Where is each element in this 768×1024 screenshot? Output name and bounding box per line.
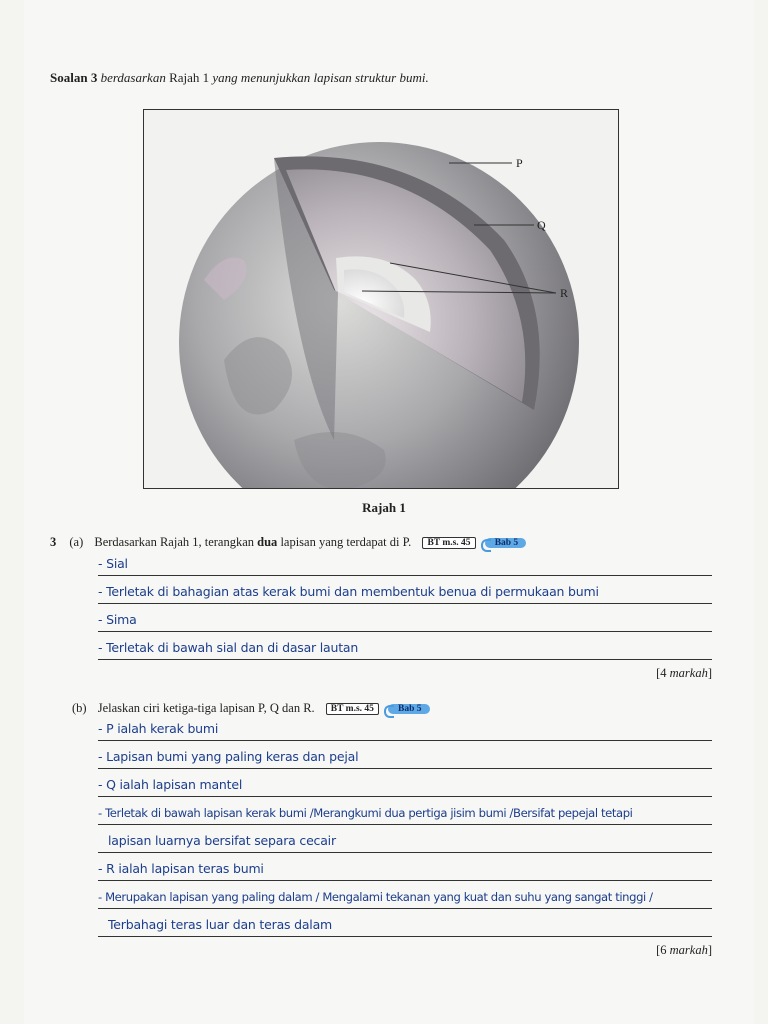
intro-italic-1: berdasarkan bbox=[100, 70, 166, 85]
bab-badge: Bab 5 bbox=[388, 704, 430, 714]
intro-italic-2: yang menunjukkan lapisan struktur bumi. bbox=[212, 70, 429, 85]
answer-line-b4[interactable]: - Terletak di bawah lapisan kerak bumi /Merangkumi dua pertiga jisim bumi /Bersifat pepejal tetapi bbox=[98, 804, 712, 825]
question-b-text: Jelaskan ciri ketiga-tiga lapisan P, Q dan R. bbox=[97, 701, 315, 715]
question-intro bbox=[50, 70, 429, 86]
figure-caption: Rajah 1 bbox=[362, 500, 406, 515]
marks-a-close: ] bbox=[707, 666, 712, 680]
answer-line-b3[interactable]: - Q ialah lapisan mantel bbox=[98, 776, 712, 797]
answer-line-a4[interactable]: - Terletak di bawah sial dan di dasar lautan bbox=[98, 639, 712, 660]
question-a-part: (a) bbox=[69, 535, 84, 549]
answer-line-a3[interactable]: - Sima bbox=[98, 611, 712, 632]
marks-b bbox=[656, 943, 712, 958]
label-r: R bbox=[560, 286, 569, 300]
answer-line-a1[interactable]: - Sial bbox=[98, 555, 712, 576]
label-q: Q bbox=[537, 218, 546, 232]
label-p: P bbox=[516, 156, 523, 170]
intro-rajah: Rajah 1 bbox=[169, 70, 210, 85]
marks-b-word: markah bbox=[669, 943, 708, 957]
marks-a-word: markah bbox=[669, 666, 708, 680]
answer-line-b7[interactable]: - Merupakan lapisan yang paling dalam / Mengalami tekanan yang kuat dan suhu yang sangat tinggi / bbox=[98, 888, 712, 909]
marks-b-num: [6 bbox=[656, 943, 667, 957]
marks-a-num: [4 bbox=[656, 666, 667, 680]
answer-line-b8[interactable]: Terbahagi teras luar dan teras dalam bbox=[98, 916, 712, 937]
answer-line-b5[interactable]: lapisan luarnya bersifat separa cecair bbox=[98, 832, 712, 853]
bt-page-badge: BT m.s. 45 bbox=[422, 537, 475, 549]
question-a-stem bbox=[50, 535, 526, 550]
marks-b-close: ] bbox=[707, 943, 712, 957]
bt-page-badge: BT m.s. 45 bbox=[326, 703, 379, 715]
question-a-text-before: Berdasarkan Rajah 1, terangkan bbox=[94, 535, 255, 549]
earth-structure-figure bbox=[143, 109, 619, 489]
marks-a bbox=[656, 666, 712, 681]
question-a-text-after: lapisan yang terdapat di P. bbox=[280, 535, 412, 549]
answer-line-a2[interactable]: - Terletak di bahagian atas kerak bumi dan membentuk benua di permukaan bumi bbox=[98, 583, 712, 604]
question-a-text-bold: dua bbox=[257, 535, 278, 549]
intro-prefix: Soalan 3 bbox=[50, 70, 98, 85]
answer-line-b2[interactable]: - Lapisan bumi yang paling keras dan pejal bbox=[98, 748, 712, 769]
answer-line-b6[interactable]: - R ialah lapisan teras bumi bbox=[98, 860, 712, 881]
bab-badge: Bab 5 bbox=[485, 538, 527, 548]
answer-line-b1[interactable]: - P ialah kerak bumi bbox=[98, 720, 712, 741]
earth-cutaway-diagram bbox=[144, 110, 618, 488]
question-b-part: (b) bbox=[72, 701, 87, 715]
question-b-stem bbox=[72, 701, 430, 716]
question-number: 3 bbox=[50, 535, 57, 549]
